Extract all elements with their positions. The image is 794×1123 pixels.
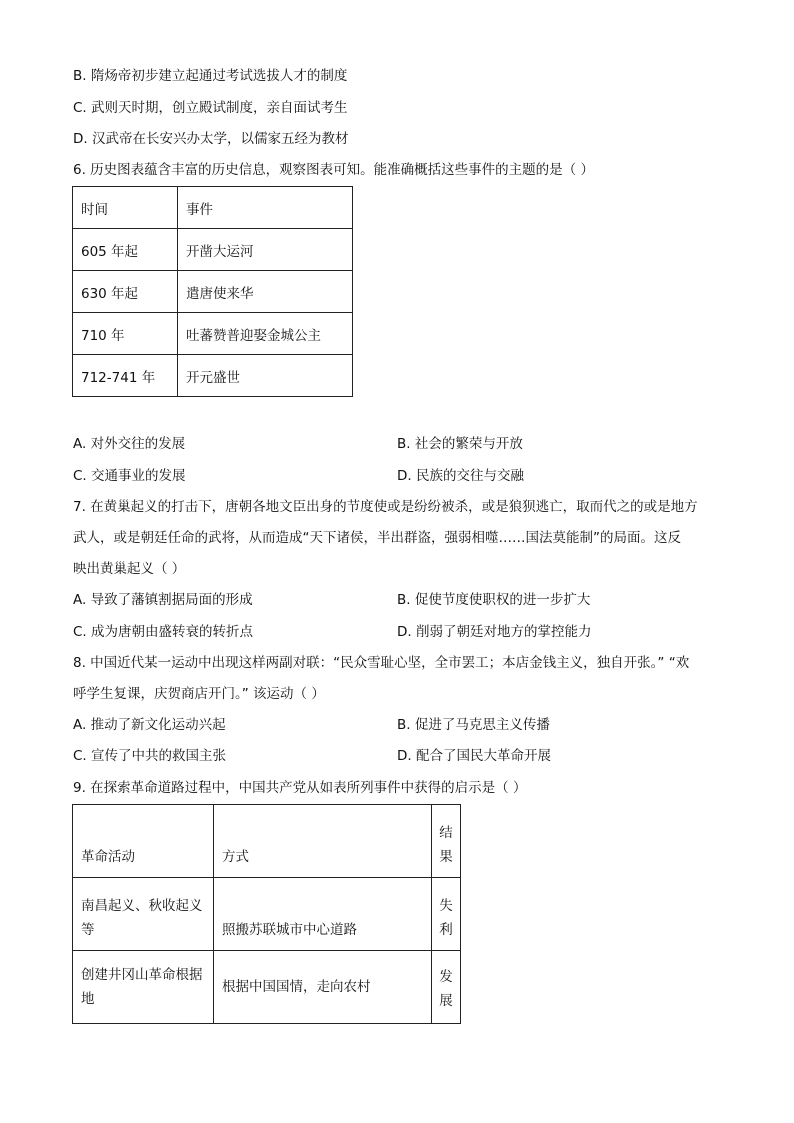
- table-header-cell: 事件: [178, 187, 353, 229]
- table-cell: 开凿大运河: [178, 229, 353, 271]
- q7-option-d: D. 削弱了朝廷对地方的掌控能力: [397, 624, 592, 640]
- table-cell: 710 年: [73, 313, 178, 355]
- q5-option-c: C. 武则天时期，创立殿试制度，亲自面试考生: [73, 100, 348, 116]
- table-header-cell: 结果: [432, 805, 461, 878]
- q8-option-a: A. 推动了新文化运动兴起: [73, 717, 226, 733]
- q8-option-b: B. 促进了马克思主义传播: [397, 717, 550, 733]
- table-row: [73, 878, 461, 951]
- q5-option-b: B. 隋炀帝初步建立起通过考试选拔人才的制度: [73, 68, 348, 84]
- q7-stem-line-2: 武人，或是朝廷任命的武将，从而造成“天下诸侯，半出群盗，强弱相噬……国法莫能制”的局面。这反: [73, 530, 681, 546]
- q9-stem: 9. 在探索革命道路过程中，中国共产党从如表所列事件中获得的启示是（ ）: [73, 780, 527, 796]
- q6-option-a: A. 对外交往的发展: [73, 436, 186, 452]
- q6-stem: 6. 历史图表蕴含丰富的历史信息，观察图表可知。能准确概括这些事件的主题的是（ ）: [73, 162, 594, 178]
- table-row: [73, 355, 353, 397]
- table-cell: 根据中国国情，走向农村: [214, 951, 432, 1024]
- q6-option-c: C. 交通事业的发展: [73, 468, 186, 484]
- q8-stem-line-2: 呼学生复课，庆贺商店开门。” 该运动（ ）: [73, 686, 325, 702]
- table-cell: 605 年起: [73, 229, 178, 271]
- table-cell: 照搬苏联城市中心道路: [214, 878, 432, 951]
- table-cell: 遣唐使来华: [178, 271, 353, 313]
- table-header-row: [73, 187, 353, 229]
- q6-table: [72, 186, 353, 397]
- table-row: [73, 271, 353, 313]
- q5-option-d: D. 汉武帝在长安兴办太学，以儒家五经为教材: [73, 131, 349, 147]
- q7-option-a: A. 导致了藩镇割据局面的形成: [73, 592, 253, 608]
- q6-option-b: B. 社会的繁荣与开放: [397, 436, 523, 452]
- table-header-cell: 革命活动: [73, 805, 214, 878]
- q9-table: [72, 804, 461, 1024]
- table-cell: 630 年起: [73, 271, 178, 313]
- table-cell: 失利: [432, 878, 461, 951]
- table-header-row: [73, 805, 461, 878]
- table-header-cell: 方式: [214, 805, 432, 878]
- table-cell: 开元盛世: [178, 355, 353, 397]
- table-cell: 南昌起义、秋收起义等: [73, 878, 214, 951]
- q7-stem-line-3: 映出黄巢起义（ ）: [73, 561, 186, 577]
- table-cell: 吐蕃赞普迎娶金城公主: [178, 313, 353, 355]
- q7-option-b: B. 促使节度使职权的进一步扩大: [397, 592, 591, 608]
- q8-option-d: D. 配合了国民大革命开展: [397, 748, 551, 764]
- q8-stem-line-1: 8. 中国近代某一运动中出现这样两副对联：“民众雪耻心坚，全市罢工；本店金钱主义，独自开张。” “欢: [73, 655, 690, 671]
- table-cell: 712-741 年: [73, 355, 178, 397]
- table-row: [73, 951, 461, 1024]
- table-cell: 创建井冈山革命根据地: [73, 951, 214, 1024]
- q7-option-c: C. 成为唐朝由盛转衰的转折点: [73, 624, 254, 640]
- q8-option-c: C. 宣传了中共的救国主张: [73, 748, 227, 764]
- table-header-cell: 时间: [73, 187, 178, 229]
- table-row: [73, 313, 353, 355]
- table-cell: 发展: [432, 951, 461, 1024]
- q6-option-d: D. 民族的交往与交融: [397, 468, 524, 484]
- q7-stem-line-1: 7. 在黄巢起义的打击下，唐朝各地文臣出身的节度使或是纷纷被杀，或是狼狈逃亡，取而代之的或是地方: [73, 499, 698, 515]
- table-row: [73, 229, 353, 271]
